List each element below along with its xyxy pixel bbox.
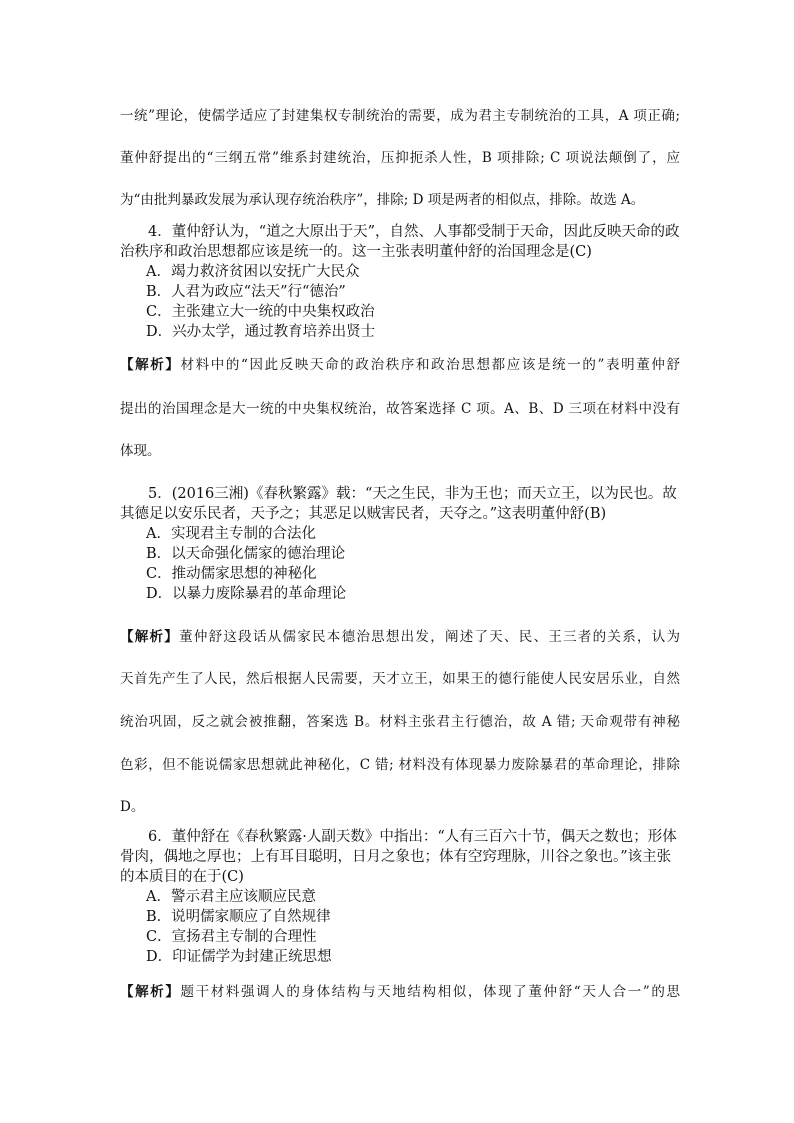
analysis-tag: 【解析】 (120, 629, 180, 645)
option-d: D．印证儒学为封建正统思想 (146, 949, 332, 965)
question-6 (120, 827, 680, 967)
option-c: C．宣扬君主专制的合理性 (146, 929, 317, 945)
option-a: A．警示君主应该顺应民意 (146, 889, 316, 905)
question-stem: 5．(2016三湘)《春秋繁露》载：“天之生民，非为王也；而天立王，以为民也。故其德足以安乐民者，天予之；其恶足以贼害民者，天夺之。”这表明董仲舒(B) (120, 486, 677, 522)
option-b: B．说明儒家顺应了自然规律 (146, 909, 331, 925)
option-a: A．实现君主专制的合法化 (146, 526, 316, 542)
option-a: A．竭力救济贫困以安抚广大民众 (146, 264, 360, 280)
analysis-tag: 【解析】 (120, 984, 181, 1000)
analysis-line: 提出的治国理念是大一统的中央集权统治，故答案选择 C 项。A、B、D 三项在材料中没有 (120, 401, 680, 417)
analysis-tag: 【解析】 (120, 357, 181, 373)
analysis-line: D。 (120, 799, 145, 815)
option-d: D．以暴力废除暴君的革命理论 (146, 586, 347, 602)
option-b: B．人君为政应“法天”行“德治” (146, 284, 346, 300)
question-5 (120, 484, 680, 604)
question-4 (120, 222, 680, 342)
analysis-line: 天首先产生了人民，然后根据人民需要，天才立王，如果王的德行能使人民安居乐业，自然 (120, 671, 680, 687)
answer-line: 一统”理论，使儒学适应了封建集权专制统治的需要，成为君主专制统治的工具，A 项正确; (120, 108, 680, 124)
answer-line: 为“由批判暴政发展为承认现存统治秩序”，排除; D 项是两者的相似点，排除。故选 A。 (120, 192, 645, 208)
analysis-line: 色彩，但不能说儒家思想就此神秘化，C 错; 材料没有体现暴力废除暴君的革命理论，排除 (120, 757, 680, 773)
analysis-line: 【解析】题干材料强调人的身体结构与天地结构相似，体现了董仲舒“天人合一”的思 (120, 984, 680, 1000)
analysis-line: 统治巩固，反之就会被推翻，答案选 B。材料主张君主行德治，故 A 错; 天命观带有神秘 (120, 714, 680, 730)
question-stem: 4．董仲舒认为，“道之大原出于天”，自然、人事都受制于天命，因此反映天命的政治秩序和政治思想都应该是统一的。这一主张表明董仲舒的治国理念是(C) (120, 224, 680, 260)
option-b: B．以天命强化儒家的德治理论 (146, 546, 346, 562)
analysis-line: 【解析】材料中的“因此反映天命的政治秩序和政治思想都应该是统一的”表明董仲舒 (120, 357, 680, 373)
option-d: D．兴办太学，通过教育培养出贤士 (146, 324, 376, 340)
analysis-line: 【解析】董仲舒这段话从儒家民本德治思想出发，阐述了天、民、王三者的关系，认为 (120, 629, 681, 645)
option-c: C．推动儒家思想的神秘化 (146, 566, 317, 582)
analysis-line: 体现。 (120, 443, 161, 459)
option-c: C．主张建立大一统的中央集权政治 (146, 304, 375, 320)
question-stem: 6．董仲舒在《春秋繁露·人副天数》中指出：“人有三百六十节，偶天之数也；形体骨肉，偶地之厚也；上有耳目聪明，日月之象也；体有空窍理脉，川谷之象也。”该主张的本质目的在于(C) (120, 829, 677, 885)
answer-line: 董仲舒提出的“三纲五常”维系封建统治，压抑扼杀人性，B 项排除; C 项说法颠倒了，应 (120, 150, 680, 166)
